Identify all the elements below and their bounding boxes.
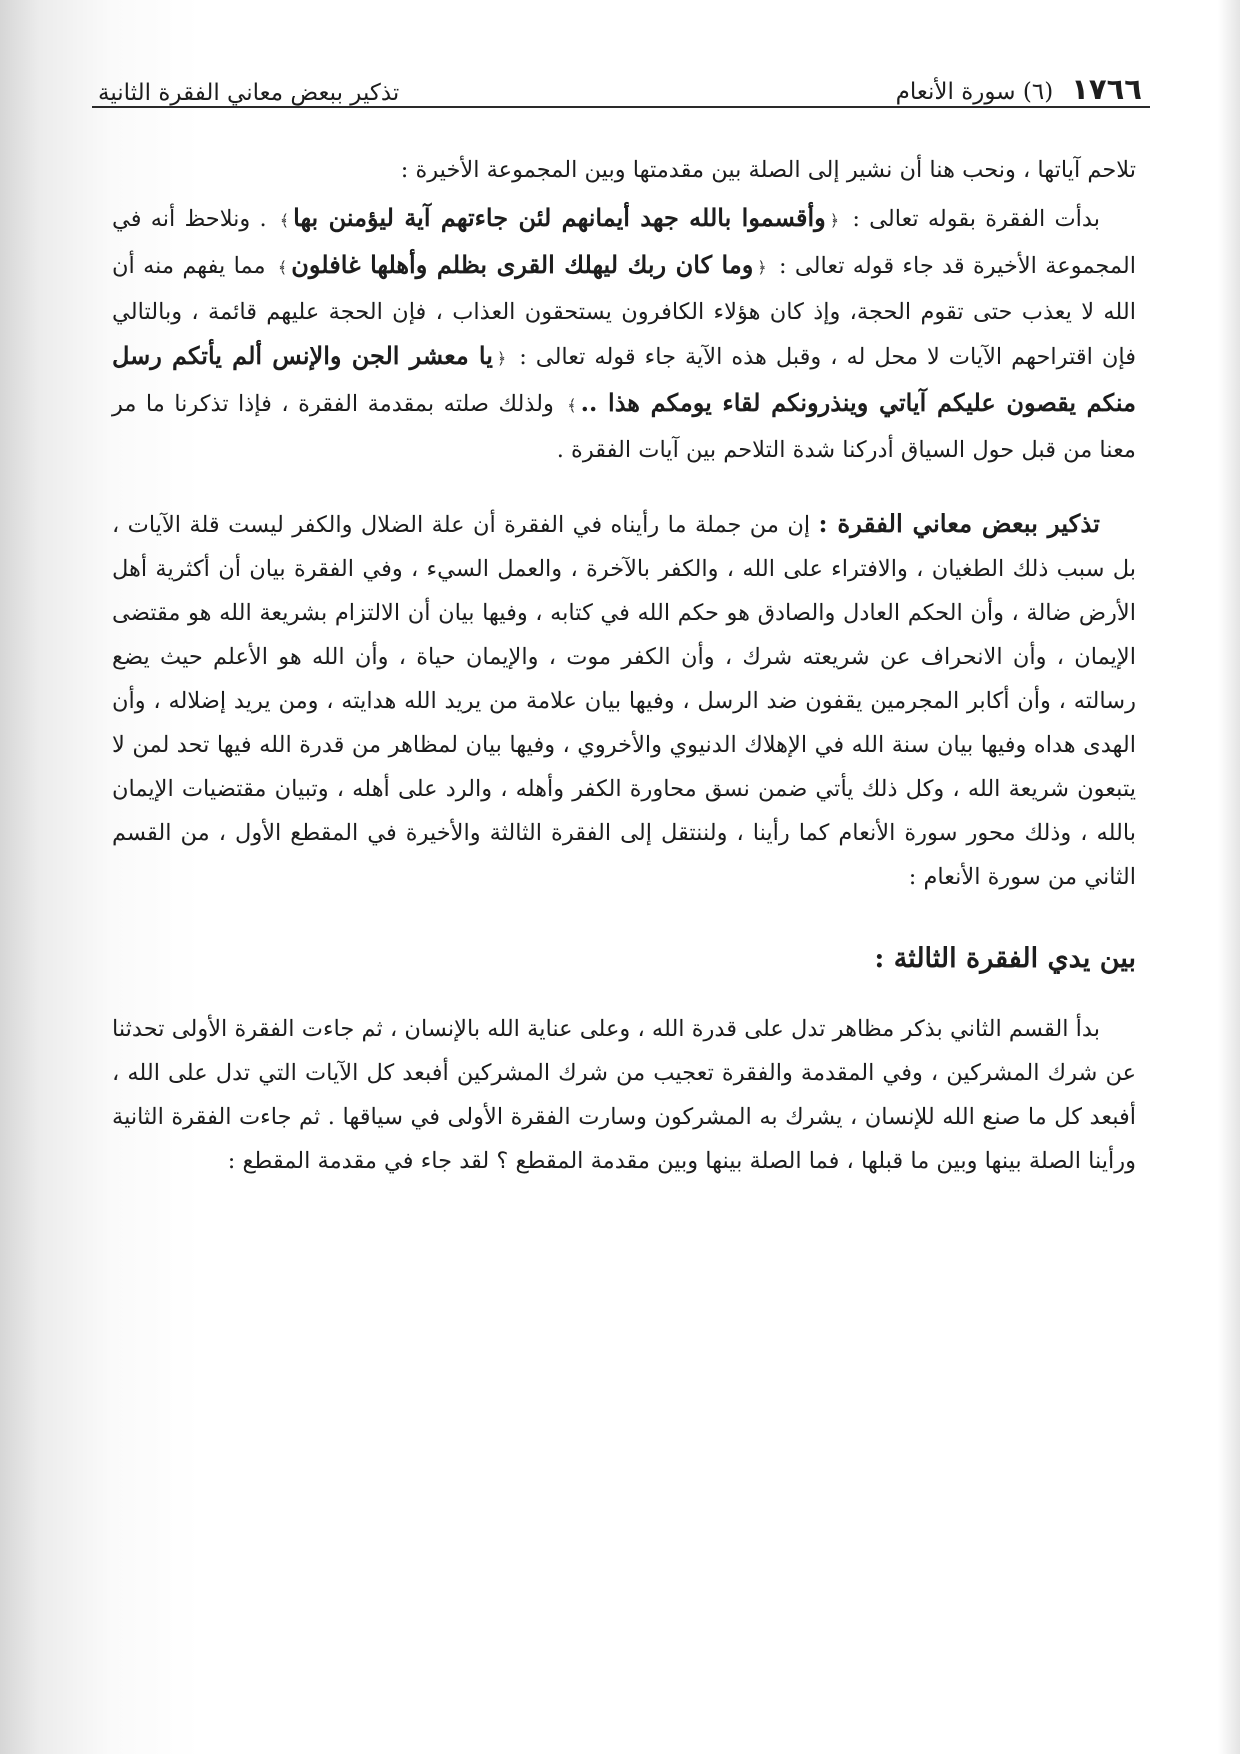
running-surah-name: (٦) سورة الأنعام xyxy=(895,79,1054,105)
page-body xyxy=(112,148,1136,1183)
paragraph-verses xyxy=(112,196,1136,472)
page-number: ١٧٦٦ xyxy=(1071,72,1142,106)
verse-close-ornament: ﴾ xyxy=(279,211,290,230)
quran-verse: وأقسموا بالله جهد أيمانهم لئن جاءتهم آية ليؤمنن بها xyxy=(293,203,826,232)
running-header xyxy=(92,62,1150,108)
verse-open-ornament: ﴿ xyxy=(757,258,767,277)
paragraph-text: مما يفهم منه أن الله لا يعذب حتى تقوم الحجة، وإذ كان هؤلاء الكافرون يستحقون العذاب ، فإن الحجة عليهم قائمة ، وبالتالي فإن اقتراحهم الآيات لا محل له ، وقبل هذه الآية جاء قوله تعالى : xyxy=(112,253,1137,370)
paragraph-reminder xyxy=(112,502,1136,899)
verse-close-ornament: ﴾ xyxy=(567,396,577,415)
quran-verse: وما كان ربك ليهلك القرى بظلم وأهلها غافلون xyxy=(291,250,754,279)
header-right-group xyxy=(896,72,1150,106)
paragraph-text: ولذلك صلته بمقدمة الفقرة ، فإذا تذكرنا ما مر معنا من قبل حول السياق أدركنا شدة التلاحم بين آيات الفقرة . xyxy=(112,391,1136,463)
verse-open-ornament: ﴿ xyxy=(829,211,840,230)
section-heading: بين يدي الفقرة الثالثة : xyxy=(874,943,1136,974)
paragraph-intro: تلاحم آياتها ، ونحب هنا أن نشير إلى الصلة بين مقدمتها وبين المجموعة الأخيرة : xyxy=(400,157,1136,183)
verse-close-ornament: ﴾ xyxy=(277,258,288,277)
verse-open-ornament: ﴿ xyxy=(496,349,507,368)
paragraph-text: . ونلاحظ أنه في المجموعة الأخيرة قد جاء قوله تعالى : xyxy=(112,206,1137,279)
paragraph-third-intro: بدأ القسم الثاني بذكر مظاهر تدل على قدرة الله ، وعلى عناية الله بالإنسان ، ثم جاءت الفقرة الأولى تحدثنا عن شرك المشركين ، وفي المقدمة والفقرة تعجيب من شرك المشركين أفبعد كل الآيات التي تدل على الله ، أفبعد كل ما صنع الله للإنسان ، يشرك به المشركون وسارت الفقرة الأولى في سياقها . ثم جاءت الفقرة الثانية ورأينا الصلة بينها وبين ما قبلها ، فما الصلة بينها وبين مقدمة المقطع ؟ لقد جاء في مقدمة المقطع : xyxy=(112,1016,1136,1174)
section-lead-title: تذكير ببعض معاني الفقرة : xyxy=(818,509,1100,538)
paragraph-text: إن من جملة ما رأيناه في الفقرة أن علة الضلال والكفر ليست قلة الآيات ، بل سبب ذلك الطغيان ، والافتراء على الله ، والكفر بالآخرة ، والعمل السيء ، وفي الفقرة بيان أن أكثرية أهل الأرض ضالة ، وأن الحكم العادل والصادق هو حكم الله في كتابه ، وفيها بيان أن الالتزام بشريعة الله هو مقتضى الإيمان ، وأن الانحراف عن شريعته شرك ، وأن الكفر موت ، والإيمان حياة ، وأن الله هو الأعلم حيث يضع رسالته ، وأن أكابر المجرمين يقفون ضد الرسل ، وفيها بيان علامة من يريد الله هدايته ، ومن يريد إضلاله ، وأن الهدى هداه وفيها بيان سنة الله في الإهلاك الدنيوي والأخروي ، وفيها بيان لمظاهر من قدرة الله فيها تحد لمن لا يتبعون شريعة الله ، وكل ذلك يأتي ضمن نسق محاورة الكفر وأهله ، والرد على أهله ، وتبيان مقتضيات الإيمان بالله ، وذلك محور سورة الأنعام كما رأينا ، ولننتقل إلى الفقرة الثالثة والأخيرة في المقطع الأول ، من القسم الثاني من سورة الأنعام : xyxy=(112,512,1137,890)
running-section-title: تذكير ببعض معاني الفقرة الثانية xyxy=(98,80,400,106)
quran-verse: يا معشر الجن والإنس ألم يأتكم رسل منكم يقصون عليكم آياتي وينذرونكم لقاء يومكم هذا .. xyxy=(112,341,1136,417)
paragraph-text: بدأت الفقرة بقوله تعالى : xyxy=(852,206,1100,232)
